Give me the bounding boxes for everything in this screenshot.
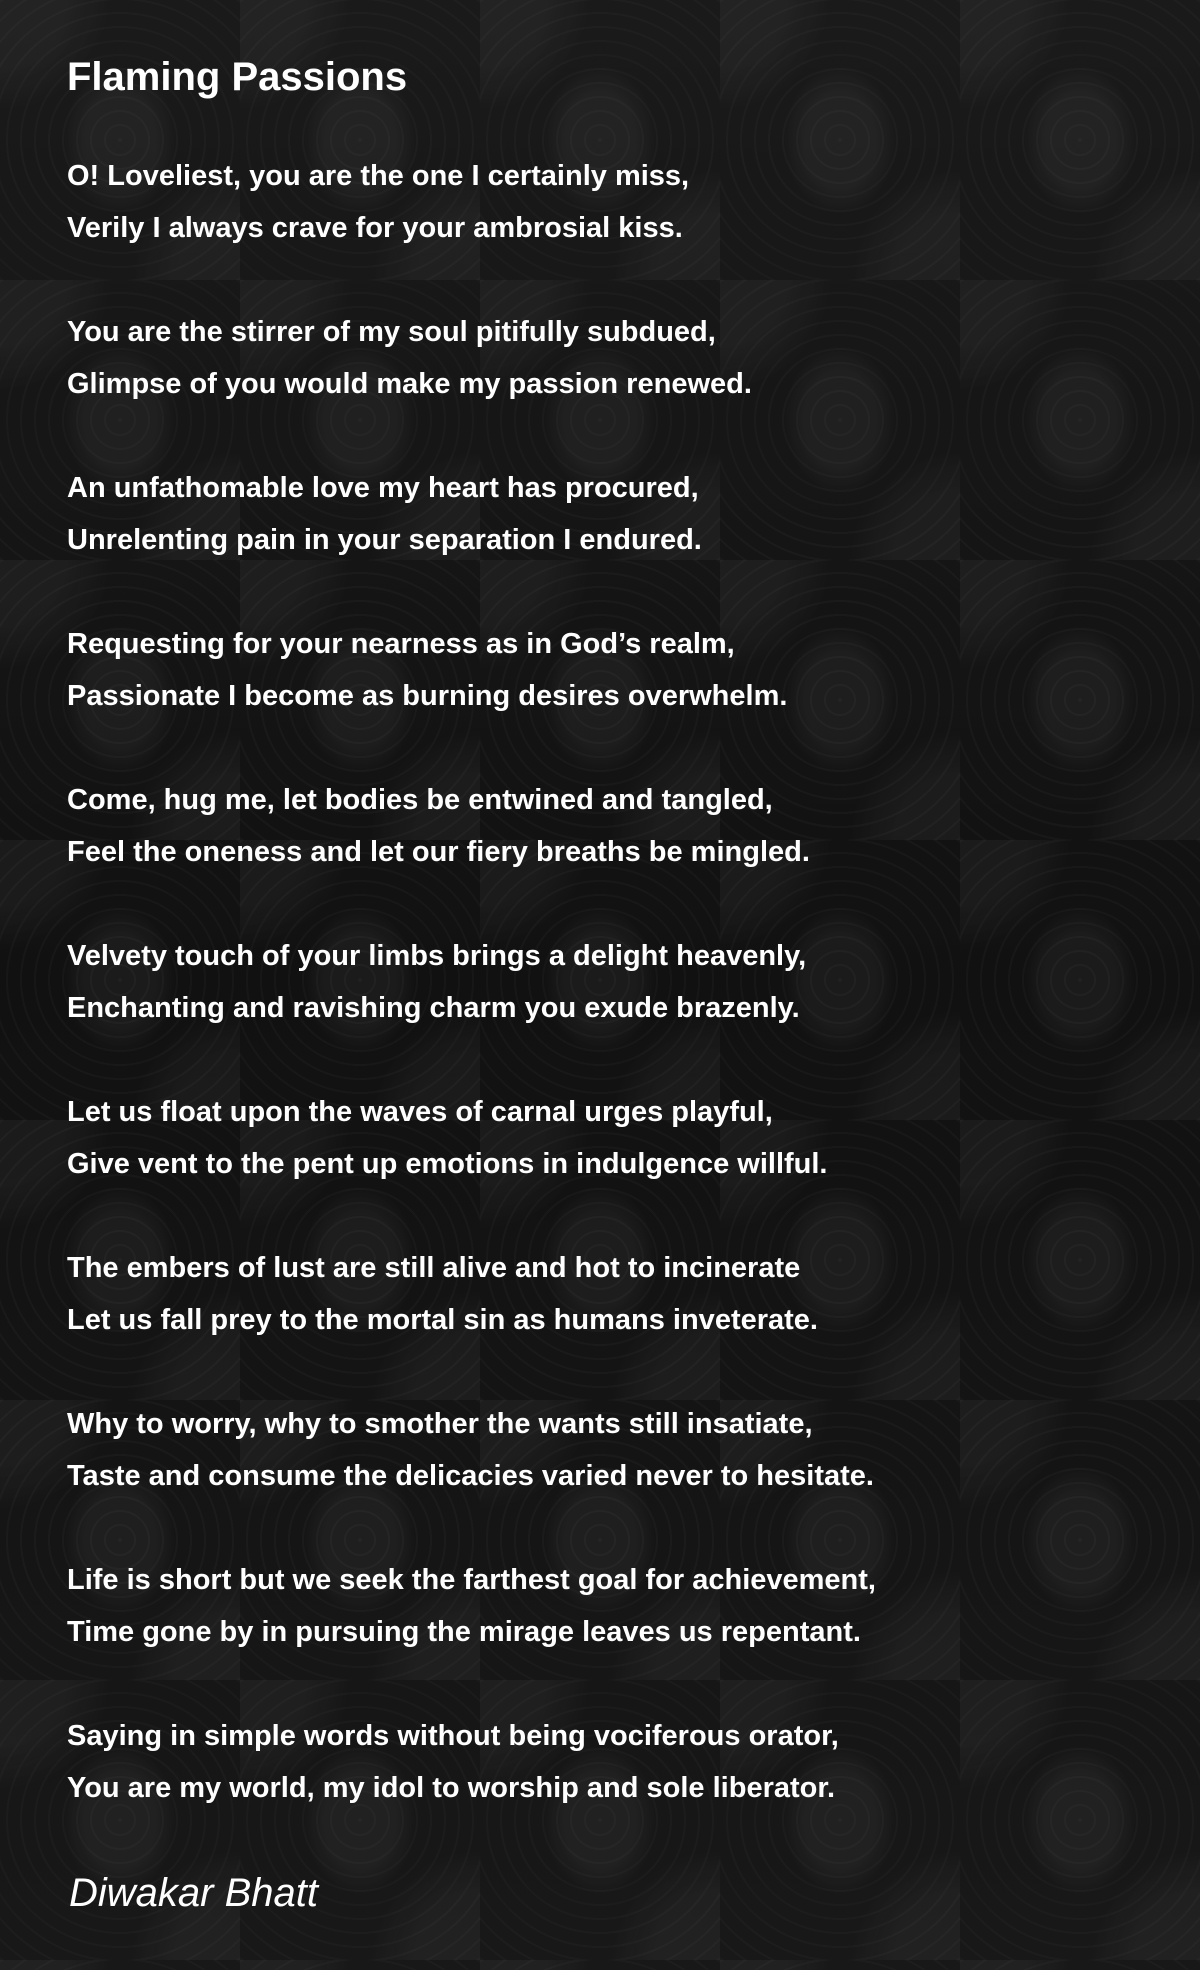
poem-body xyxy=(67,150,1167,1866)
stanza xyxy=(67,774,1167,878)
stanza xyxy=(67,306,1167,410)
verse-line: Life is short but we seek the farthest goal for achievement, xyxy=(67,1564,876,1596)
verse-line: Glimpse of you would make my passion renewed. xyxy=(67,368,752,400)
stanza xyxy=(67,618,1167,722)
verse-line: Why to worry, why to smother the wants still insatiate, xyxy=(67,1408,813,1440)
verse-line: O! Loveliest, you are the one I certainly miss, xyxy=(67,160,690,192)
verse-line: Requesting for your nearness as in God’s realm, xyxy=(67,628,735,660)
verse-line: Feel the oneness and let our fiery breaths be mingled. xyxy=(67,836,810,868)
verse-line: Passionate I become as burning desires overwhelm. xyxy=(67,680,788,712)
verse-line: Enchanting and ravishing charm you exude brazenly. xyxy=(67,992,800,1024)
verse-line: Let us float upon the waves of carnal urges playful, xyxy=(67,1096,773,1128)
verse-line: Verily I always crave for your ambrosial kiss. xyxy=(67,212,683,244)
verse-line: An unfathomable love my heart has procured, xyxy=(67,472,699,504)
verse-line: Give vent to the pent up emotions in indulgence willful. xyxy=(67,1148,828,1180)
verse-line: You are my world, my idol to worship and sole liberator. xyxy=(67,1772,836,1804)
verse-line: Saying in simple words without being vociferous orator, xyxy=(67,1720,839,1752)
verse-line: Come, hug me, let bodies be entwined and tangled, xyxy=(67,784,773,816)
verse-line: The embers of lust are still alive and hot to incinerate xyxy=(67,1252,801,1284)
stanza xyxy=(67,1242,1167,1346)
verse-line: Taste and consume the delicacies varied never to hesitate. xyxy=(67,1460,874,1492)
stanza xyxy=(67,150,1167,254)
stanza xyxy=(67,1554,1167,1658)
stanza xyxy=(67,1398,1167,1502)
stanza xyxy=(67,1710,1167,1814)
stanza xyxy=(67,1086,1167,1190)
stanza xyxy=(67,930,1167,1034)
verse-line: Time gone by in pursuing the mirage leaves us repentant. xyxy=(67,1616,861,1648)
poem-author: Diwakar Bhatt xyxy=(69,1871,318,1915)
verse-line: Velvety touch of your limbs brings a delight heavenly, xyxy=(67,940,807,972)
verse-line: You are the stirrer of my soul pitifully subdued, xyxy=(67,316,716,348)
verse-line: Let us fall prey to the mortal sin as humans inveterate. xyxy=(67,1304,818,1336)
stanza xyxy=(67,462,1167,566)
poem-title: Flaming Passions xyxy=(67,55,408,99)
verse-line: Unrelenting pain in your separation I endured. xyxy=(67,524,702,556)
